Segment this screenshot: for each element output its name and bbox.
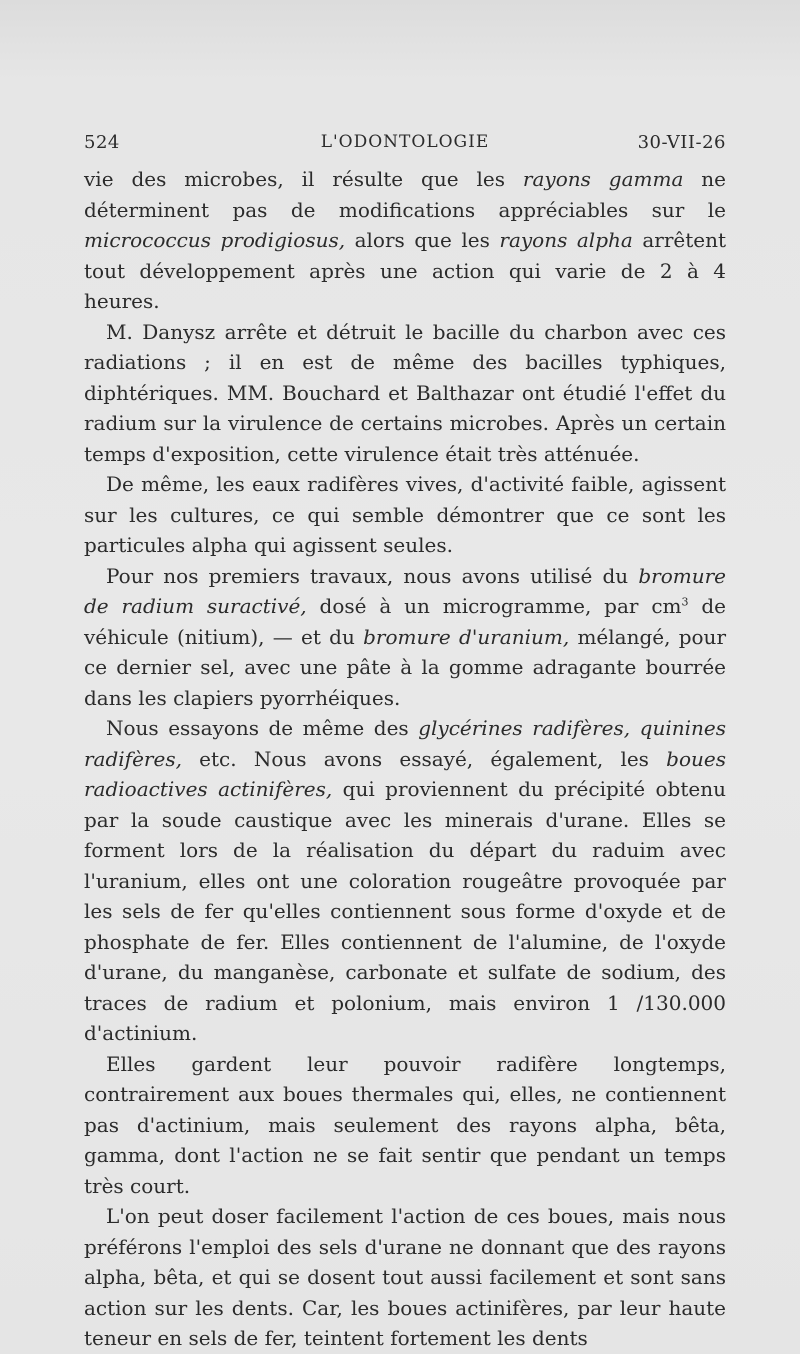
paragraph [84,1049,726,1202]
text-run: Pour nos premiers travaux, nous avons utilisé du [106,563,639,588]
text-run: alors que les [345,228,500,252]
body-text [84,164,726,1354]
text-run: qui proviennent du précipité obtenu par la soude caustique avec les minerais d'urane. Elles se forment lors de la réalisation du départ du raduim avec l'uranium, elles ont une coloration rougeâtre provoquée par les sels de fer qu'elles contiennent sous forme d'oxyde et de phosphate de fer. Elles contiennent de l'alumine, de l'oxyde d'urane, du manganèse, carbonate et sulfate de sodium, des traces de radium et polonium, mais environ 1 /130.000 d'actinium. [84,777,726,1045]
paragraph [84,164,726,317]
text-run: De même, les eaux radifères vives, d'activité faible, agissent sur les cultures, ce qui semble démontrer que ce sont les particules alpha qui agissent seules. [84,472,726,557]
italic-text: glycérines radifères, quinines radifères, [84,716,726,771]
text-run: vie des microbes, il résulte que les [84,167,523,191]
text-run: mélangé, pour ce dernier sel, avec une pâte à la gomme adragante bourrée dans les clapiers pyorrhéiques. [84,624,726,710]
issue-date: 30-VII-26 [637,132,726,153]
text-run: dosé à un microgramme, par cm [306,594,682,618]
superscript: 3 [681,595,689,609]
italic-text: rayons gamma [522,167,684,191]
italic-text: bromure d'uranium, [363,624,570,649]
italic-text: boues radioactives actinifères, [84,746,726,801]
text-run: arrêtent tout développement après une action qui varie de 2 à 4 heures. [84,228,727,313]
paragraph [84,317,726,470]
paragraph [84,469,726,561]
text-run: de véhicule (nitium), — et du [84,594,727,649]
text-run: L'on peut doser facilement l'action de ces boues, mais nous préférons l'emploi des sels d'urane ne donnant que des rayons alpha, bêta, et qui se dosent tout aussi facilement et sont sans action sur les dents. Car, les boues actinifères, par leur haute teneur en sels de fer, teintent fortement les dents [84,1204,726,1350]
journal-title: L'ODONTOLOGIE [320,132,490,152]
text-run: Elles gardent leur pouvoir radifère longtemps, contrairement aux boues thermales qui, elles, ne contiennent pas d'actinium, mais seulement des rayons alpha, bêta, gamma, dont l'action ne se fait sentir que pendant un temps très court. [84,1051,726,1198]
text-run: ne déterminent pas de modifications appréciables sur le [84,167,727,222]
italic-text: bromure de radium suractivé, [84,563,726,618]
paragraph [84,1201,726,1354]
paragraph [84,713,726,1049]
text-run: M. Danysz arrête et détruit le bacille du charbon avec ces radiations ; il en est de même des bacilles typhiques, diphtériques. MM. Bouchard et Balthazar ont étudié l'effet du radium sur la virulence de certains microbes. Après un certain temps d'exposition, cette virulence était très atténuée. [84,319,726,466]
page-number: 524 [84,132,120,153]
italic-text: rayons alpha [499,228,633,252]
running-header [84,132,726,156]
text-run: etc. Nous avons essayé, également, les [181,746,667,771]
italic-text: micrococcus prodigiosus, [84,228,346,252]
paragraph [84,561,726,714]
text-run: Nous essayons de même des [106,716,419,740]
